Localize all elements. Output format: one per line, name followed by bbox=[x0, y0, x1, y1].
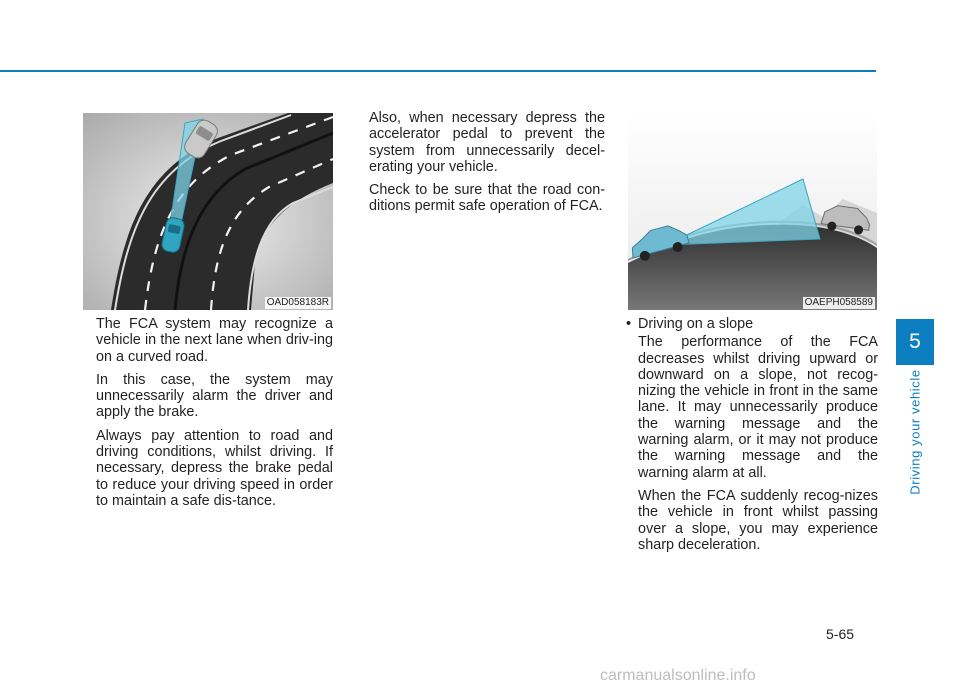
chapter-tab bbox=[896, 319, 934, 365]
middle-column bbox=[369, 110, 605, 222]
bullet-item bbox=[626, 316, 878, 332]
chapter-number: 5 bbox=[909, 330, 921, 353]
paragraph: The performance of the FCA decreases whilst driving upward or downward on a slope, not recog-nizing the vehicle in front in the same lane. It may unnecessarily produce the warning message and the warning alarm, or it may not produce the warning message and the warning alarm at all. bbox=[638, 334, 878, 481]
paragraph: Always pay attention to road and driving conditions, whilst driving. If necessary, depress the brake pedal to reduce your driving speed in order to maintain a safe dis-tance. bbox=[96, 427, 333, 509]
paragraph: In this case, the system may unnecessarily alarm the driver and apply the brake. bbox=[96, 371, 333, 421]
left-column bbox=[96, 316, 333, 516]
right-column bbox=[626, 316, 878, 560]
figure-slope bbox=[628, 113, 877, 310]
figure-code: OAEPH058589 bbox=[804, 297, 873, 308]
bullet-icon: • bbox=[626, 316, 632, 332]
paragraph: Check to be sure that the road con-ditions permit safe operation of FCA. bbox=[369, 182, 605, 215]
paragraph: When the FCA suddenly recog-nizes the vehicle in front whilst passing over a slope, you may experience sharp deceleration. bbox=[638, 487, 878, 553]
paragraph: The FCA system may recognize a vehicle in the next lane when driv-ing on a curved road. bbox=[96, 316, 333, 365]
figure-curved-road bbox=[83, 113, 333, 310]
page-number: 5-65 bbox=[826, 626, 855, 642]
curved-road-illustration bbox=[83, 113, 333, 310]
header-rule bbox=[0, 70, 876, 72]
chapter-title: Driving your vehicle bbox=[907, 369, 923, 495]
bullet-body bbox=[626, 334, 878, 553]
paragraph: Also, when necessary depress the accelerator pedal to prevent the system from unnecessarily decel-erating your vehicle. bbox=[369, 110, 605, 175]
figure-code: OAD058183R bbox=[266, 297, 329, 308]
bullet-title: Driving on a slope bbox=[638, 316, 754, 332]
watermark: carmanualsonline.info bbox=[600, 667, 756, 684]
slope-illustration bbox=[628, 113, 877, 310]
